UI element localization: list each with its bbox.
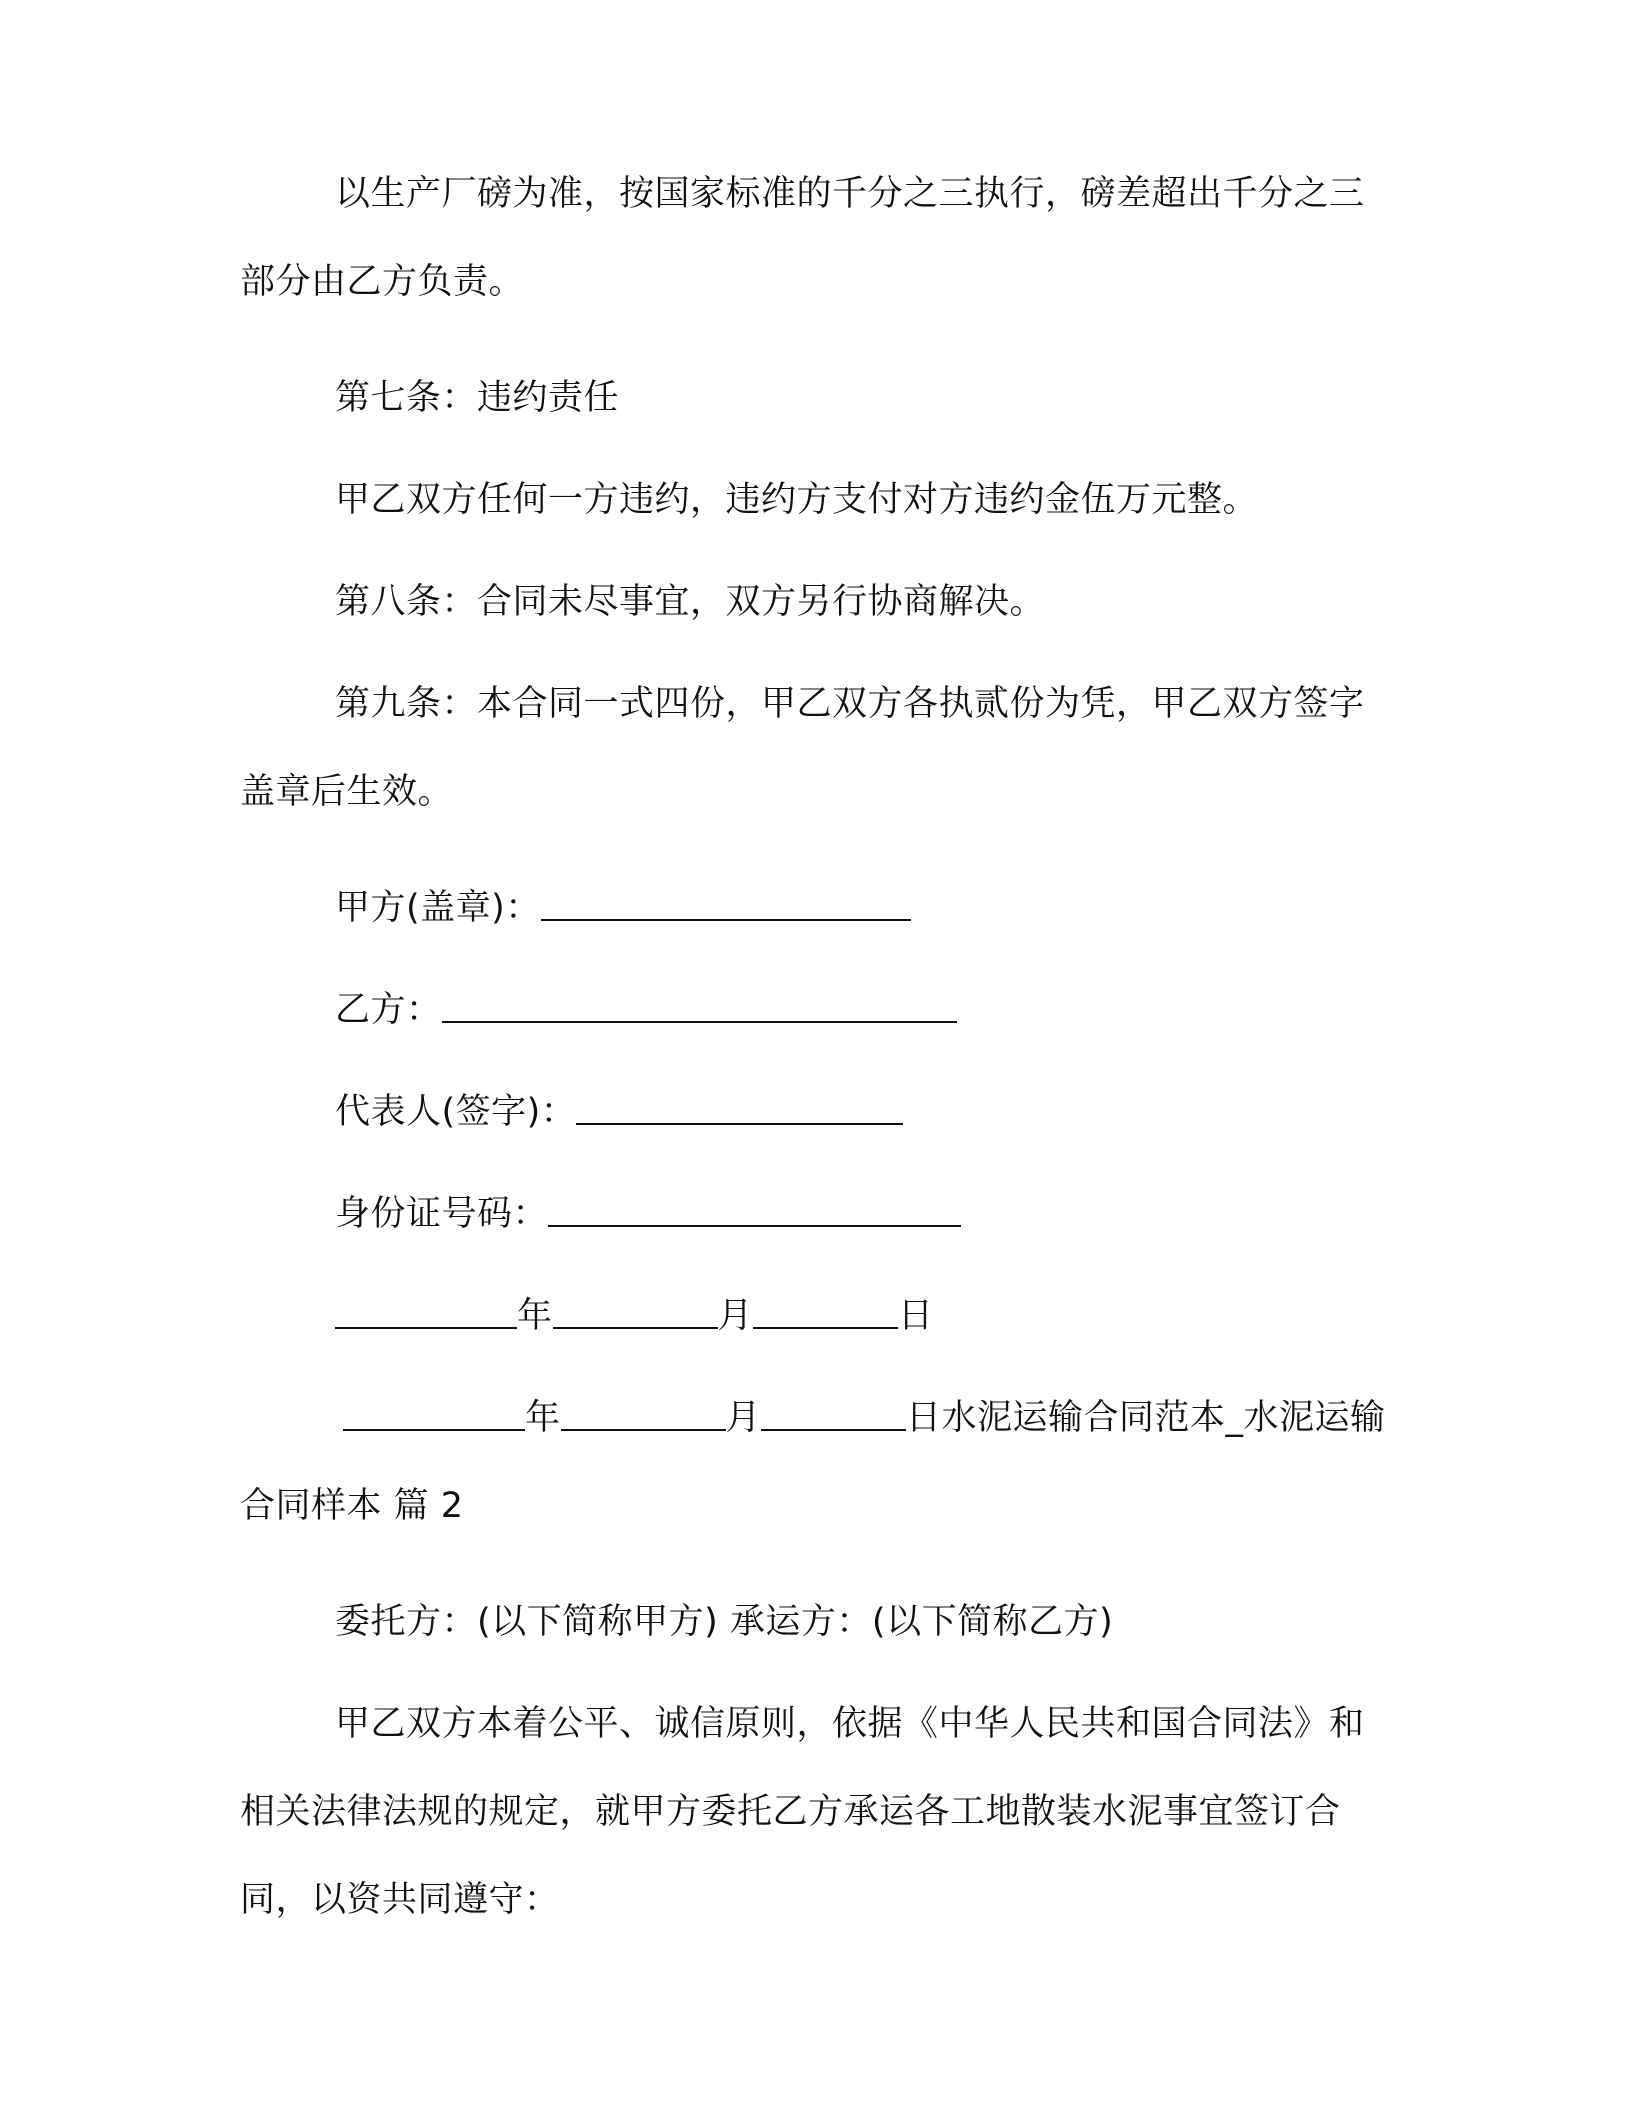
date-line-2-with-title	[240, 1374, 1390, 1550]
year-label-2: 年	[525, 1398, 561, 1438]
signature-id-number	[240, 1170, 1390, 1258]
date-line-1	[240, 1272, 1390, 1360]
signature-party-b	[240, 966, 1390, 1054]
paragraph-weighing: 以生产厂磅为准，按国家标准的千分之三执行，磅差超出千分之三部分由乙方负责。	[240, 174, 1365, 302]
day-label: 日	[898, 1296, 934, 1336]
paragraph-intro: 甲乙双方本着公平、诚信原则，依据《中华人民共和国合同法》和相关法律法规的规定，就甲方委托乙方承运各工地散装水泥事宜签订合同，以资共同遵守：	[240, 1704, 1365, 1920]
month-label: 月	[717, 1296, 754, 1336]
party-a-blank	[541, 889, 911, 921]
year-blank	[335, 1297, 517, 1329]
section-title: 日水泥运输合同范本_水泥运输合同样本 篇 2	[240, 1398, 1386, 1526]
id-number-blank	[548, 1195, 961, 1227]
id-number-label: 身份证号码：	[335, 1194, 549, 1234]
paragraph-parties: 委托方：(以下简称甲方) 承运方：(以下简称乙方)	[335, 1602, 1114, 1642]
representative-label: 代表人(签字)：	[335, 1092, 577, 1132]
month-label-2: 月	[725, 1398, 762, 1438]
month-blank-2	[561, 1399, 726, 1431]
party-b-blank	[442, 991, 957, 1023]
article-nine: 第九条：本合同一式四份，甲乙双方各执贰份为凭，甲乙双方签字盖章后生效。	[240, 684, 1365, 812]
party-a-label: 甲方(盖章)：	[335, 888, 541, 928]
signature-party-a	[240, 864, 1390, 952]
party-b-label: 乙方：	[335, 990, 442, 1030]
year-label: 年	[517, 1296, 553, 1336]
paragraph-breach: 甲乙双方任何一方违约，违约方支付对方违约金伍万元整。	[335, 480, 1259, 520]
representative-blank	[576, 1093, 903, 1125]
article-eight: 第八条：合同未尽事宜，双方另行协商解决。	[335, 582, 1046, 622]
signature-representative	[240, 1068, 1390, 1156]
year-blank-2	[343, 1399, 525, 1431]
day-blank	[753, 1297, 898, 1329]
day-blank-2	[761, 1399, 906, 1431]
article-seven-heading: 第七条：违约责任	[335, 378, 620, 418]
month-blank	[553, 1297, 718, 1329]
